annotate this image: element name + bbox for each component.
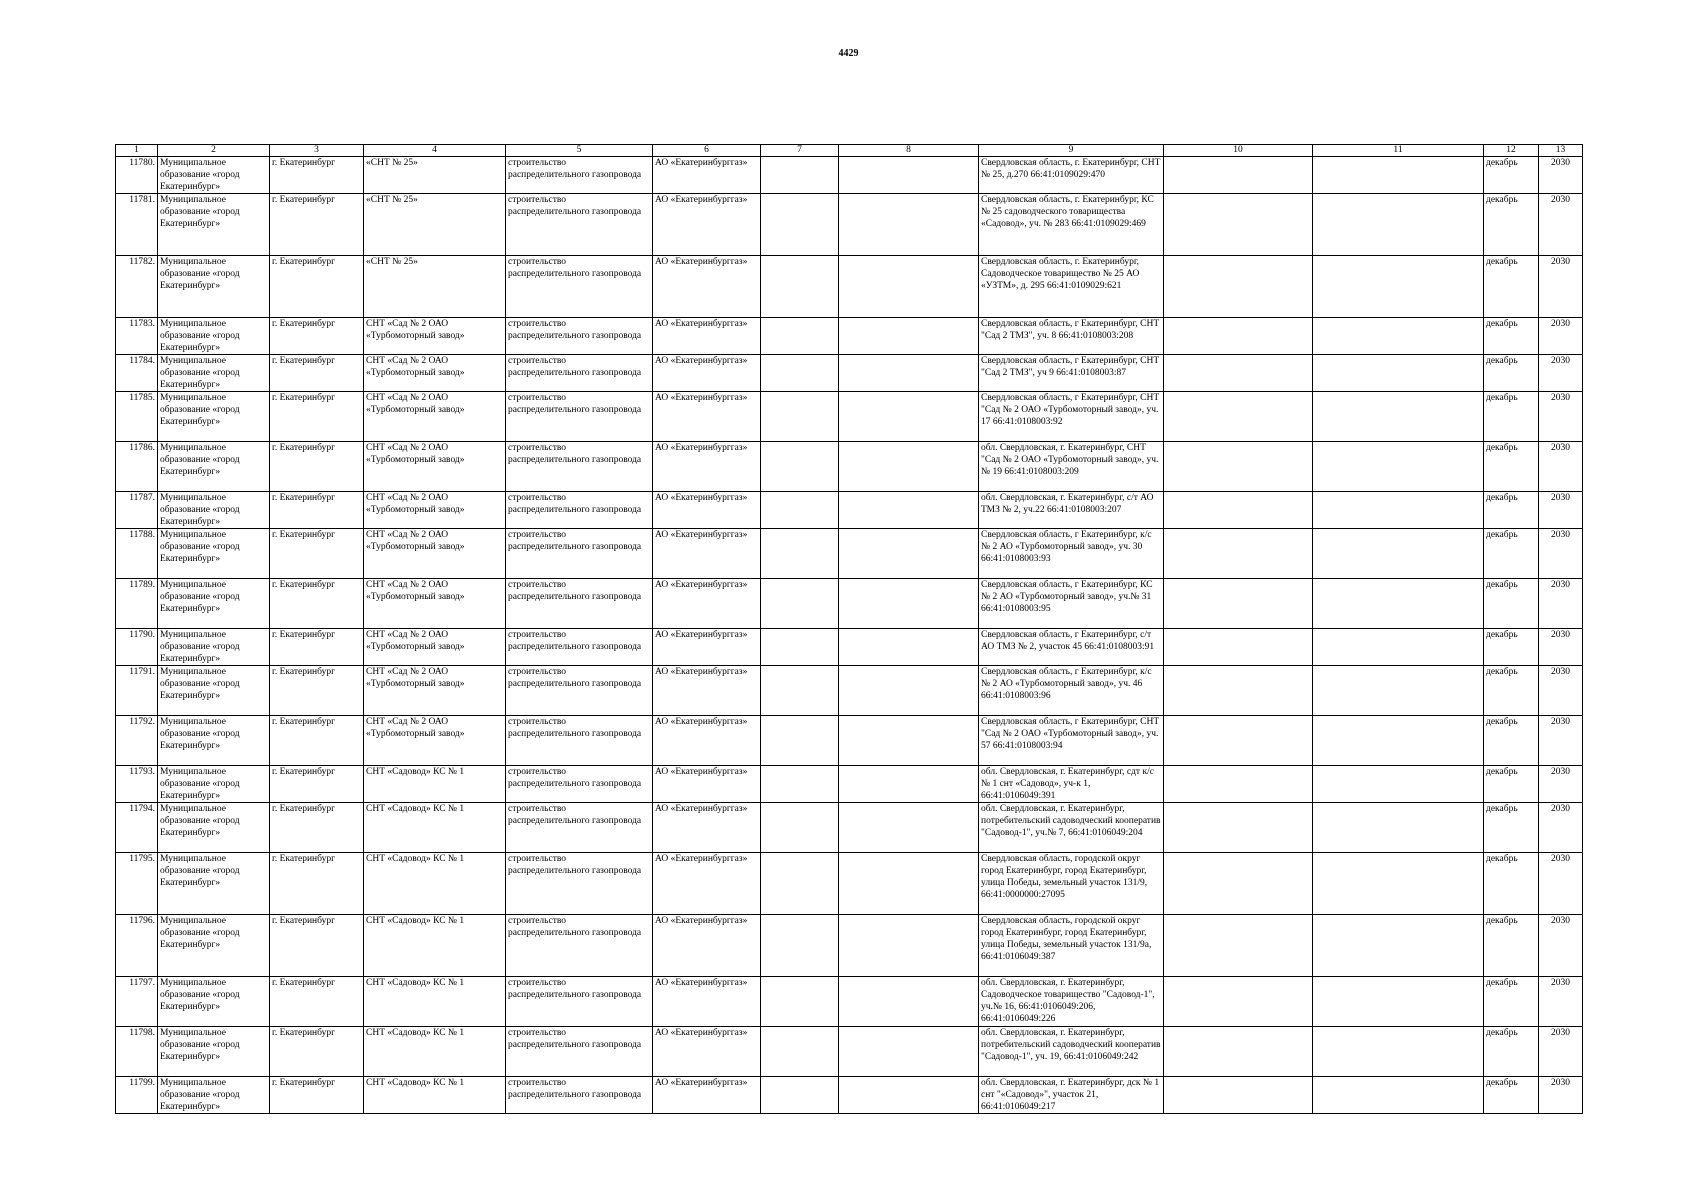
city-cell: г. Екатеринбург — [270, 318, 364, 355]
month-cell: декабрь — [1484, 355, 1539, 392]
column-7-cell — [761, 579, 839, 629]
object-name-cell: СНТ «Садовод» КС № 1 — [364, 1077, 506, 1114]
table-row — [116, 194, 1583, 256]
municipality-cell: Муниципальное образование «город Екатеринбург» — [158, 1027, 270, 1077]
object-name-cell: СНТ «Сад № 2 ОАО «Турбомоторный завод» — [364, 442, 506, 492]
column-8-cell — [839, 716, 979, 766]
row-number-cell: 11796. — [116, 915, 158, 977]
month-cell: декабрь — [1484, 977, 1539, 1027]
municipality-cell: Муниципальное образование «город Екатеринбург» — [158, 392, 270, 442]
year-cell: 2030 — [1539, 629, 1583, 666]
address-cell: Свердловская область, г. Екатеринбург, КС № 25 садоводческого товарищества «Садовод», уч. № 283 66:41:0109029:469 — [979, 194, 1164, 256]
address-cell: Свердловская область, городской округ город Екатеринбург, город Екатеринбург, улица Победы, земельный участок 131/9, 66:41:0000000:27095 — [979, 853, 1164, 915]
column-header: 3 — [270, 145, 364, 157]
object-name-cell: СНТ «Сад № 2 ОАО «Турбомоторный завод» — [364, 716, 506, 766]
table-row — [116, 392, 1583, 442]
organization-cell: АО «Екатеринбурггаз» — [653, 716, 761, 766]
row-number-cell: 11792. — [116, 716, 158, 766]
column-11-cell — [1313, 1077, 1484, 1114]
purpose-cell: строительство распределительного газопровода — [506, 1027, 653, 1077]
address-cell: обл. Свердловская, г. Екатеринбург, Садоводческое товарищество "Садовод-1", уч.№ 16, 66:41:0106049:206, 66:41:0106049:226 — [979, 977, 1164, 1027]
column-7-cell — [761, 256, 839, 318]
object-name-cell: СНТ «Сад № 2 ОАО «Турбомоторный завод» — [364, 355, 506, 392]
object-name-cell: СНТ «Сад № 2 ОАО «Турбомоторный завод» — [364, 492, 506, 529]
column-7-cell — [761, 442, 839, 492]
address-cell: Свердловская область, городской округ город Екатеринбург, город Екатеринбург, улица Победы, земельный участок 131/9а, 66:41:0106049:387 — [979, 915, 1164, 977]
year-cell: 2030 — [1539, 442, 1583, 492]
column-11-cell — [1313, 442, 1484, 492]
month-cell: декабрь — [1484, 157, 1539, 194]
column-11-cell — [1313, 1027, 1484, 1077]
row-number-cell: 11784. — [116, 355, 158, 392]
organization-cell: АО «Екатеринбурггаз» — [653, 157, 761, 194]
month-cell: декабрь — [1484, 629, 1539, 666]
column-11-cell — [1313, 803, 1484, 853]
column-10-cell — [1164, 1027, 1313, 1077]
year-cell: 2030 — [1539, 256, 1583, 318]
table-row — [116, 915, 1583, 977]
column-8-cell — [839, 355, 979, 392]
organization-cell: АО «Екатеринбурггаз» — [653, 442, 761, 492]
month-cell: декабрь — [1484, 1077, 1539, 1114]
municipality-cell: Муниципальное образование «город Екатеринбург» — [158, 629, 270, 666]
municipality-cell: Муниципальное образование «город Екатеринбург» — [158, 853, 270, 915]
month-cell: декабрь — [1484, 579, 1539, 629]
table-row — [116, 529, 1583, 579]
column-11-cell — [1313, 318, 1484, 355]
organization-cell: АО «Екатеринбурггаз» — [653, 492, 761, 529]
column-10-cell — [1164, 492, 1313, 529]
municipality-cell: Муниципальное образование «город Екатеринбург» — [158, 666, 270, 716]
organization-cell: АО «Екатеринбурггаз» — [653, 194, 761, 256]
column-8-cell — [839, 256, 979, 318]
table-row — [116, 853, 1583, 915]
column-8-cell — [839, 529, 979, 579]
year-cell: 2030 — [1539, 1027, 1583, 1077]
municipality-cell: Муниципальное образование «город Екатеринбург» — [158, 355, 270, 392]
column-11-cell — [1313, 492, 1484, 529]
row-number-cell: 11789. — [116, 579, 158, 629]
column-11-cell — [1313, 256, 1484, 318]
column-7-cell — [761, 355, 839, 392]
column-11-cell — [1313, 157, 1484, 194]
column-11-cell — [1313, 766, 1484, 803]
column-header: 6 — [653, 145, 761, 157]
object-name-cell: СНТ «Сад № 2 ОАО «Турбомоторный завод» — [364, 579, 506, 629]
column-11-cell — [1313, 915, 1484, 977]
purpose-cell: строительство распределительного газопровода — [506, 716, 653, 766]
column-10-cell — [1164, 318, 1313, 355]
city-cell: г. Екатеринбург — [270, 716, 364, 766]
table-row — [116, 355, 1583, 392]
column-11-cell — [1313, 629, 1484, 666]
address-cell: Свердловская область, г Екатеринбург, СНТ "Сад № 2 ОАО «Турбомоторный завод», уч. 17 66:41:0108003:92 — [979, 392, 1164, 442]
month-cell: декабрь — [1484, 915, 1539, 977]
column-8-cell — [839, 977, 979, 1027]
month-cell: декабрь — [1484, 666, 1539, 716]
column-header: 5 — [506, 145, 653, 157]
organization-cell: АО «Екатеринбурггаз» — [653, 1027, 761, 1077]
municipality-cell: Муниципальное образование «город Екатеринбург» — [158, 579, 270, 629]
organization-cell: АО «Екатеринбурггаз» — [653, 766, 761, 803]
column-10-cell — [1164, 157, 1313, 194]
column-8-cell — [839, 803, 979, 853]
column-8-cell — [839, 492, 979, 529]
row-number-cell: 11781. — [116, 194, 158, 256]
column-11-cell — [1313, 666, 1484, 716]
city-cell: г. Екатеринбург — [270, 629, 364, 666]
purpose-cell: строительство распределительного газопровода — [506, 492, 653, 529]
municipality-cell: Муниципальное образование «город Екатеринбург» — [158, 915, 270, 977]
organization-cell: АО «Екатеринбурггаз» — [653, 629, 761, 666]
city-cell: г. Екатеринбург — [270, 442, 364, 492]
object-name-cell: СНТ «Сад № 2 ОАО «Турбомоторный завод» — [364, 529, 506, 579]
purpose-cell: строительство распределительного газопровода — [506, 256, 653, 318]
address-cell: Свердловская область, г Екатеринбург, КС № 2 АО «Турбомоторный завод», уч.№ 31 66:41:0108003:95 — [979, 579, 1164, 629]
organization-cell: АО «Екатеринбурггаз» — [653, 529, 761, 579]
purpose-cell: строительство распределительного газопровода — [506, 318, 653, 355]
row-number-cell: 11787. — [116, 492, 158, 529]
organization-cell: АО «Екатеринбурггаз» — [653, 1077, 761, 1114]
row-number-cell: 11793. — [116, 766, 158, 803]
object-name-cell: СНТ «Садовод» КС № 1 — [364, 803, 506, 853]
purpose-cell: строительство распределительного газопровода — [506, 803, 653, 853]
purpose-cell: строительство распределительного газопровода — [506, 766, 653, 803]
purpose-cell: строительство распределительного газопровода — [506, 915, 653, 977]
column-7-cell — [761, 1027, 839, 1077]
purpose-cell: строительство распределительного газопровода — [506, 355, 653, 392]
month-cell: декабрь — [1484, 853, 1539, 915]
column-8-cell — [839, 157, 979, 194]
column-8-cell — [839, 1027, 979, 1077]
column-header: 8 — [839, 145, 979, 157]
address-cell: обл. Свердловская, г. Екатеринбург, потребительский садоводческий кооператив "Садовод-1", уч. 19, 66:41:0106049:242 — [979, 1027, 1164, 1077]
address-cell: обл. Свердловская, г. Екатеринбург, дск № 1 снт "«Садовод»", участок 21, 66:41:0106049:217 — [979, 1077, 1164, 1114]
column-10-cell — [1164, 355, 1313, 392]
object-name-cell: СНТ «Садовод» КС № 1 — [364, 766, 506, 803]
column-10-cell — [1164, 853, 1313, 915]
column-8-cell — [839, 915, 979, 977]
municipality-cell: Муниципальное образование «город Екатеринбург» — [158, 529, 270, 579]
municipality-cell: Муниципальное образование «город Екатеринбург» — [158, 766, 270, 803]
organization-cell: АО «Екатеринбурггаз» — [653, 579, 761, 629]
column-7-cell — [761, 392, 839, 442]
object-name-cell: «СНТ № 25» — [364, 157, 506, 194]
city-cell: г. Екатеринбург — [270, 977, 364, 1027]
column-7-cell — [761, 803, 839, 853]
municipality-cell: Муниципальное образование «город Екатеринбург» — [158, 442, 270, 492]
month-cell: декабрь — [1484, 492, 1539, 529]
column-7-cell — [761, 492, 839, 529]
row-number-cell: 11797. — [116, 977, 158, 1027]
table-row — [116, 579, 1583, 629]
year-cell: 2030 — [1539, 977, 1583, 1027]
column-7-cell — [761, 716, 839, 766]
city-cell: г. Екатеринбург — [270, 915, 364, 977]
column-11-cell — [1313, 853, 1484, 915]
city-cell: г. Екатеринбург — [270, 355, 364, 392]
table-row — [116, 803, 1583, 853]
column-11-cell — [1313, 529, 1484, 579]
row-number-cell: 11783. — [116, 318, 158, 355]
city-cell: г. Екатеринбург — [270, 492, 364, 529]
month-cell: декабрь — [1484, 803, 1539, 853]
object-name-cell: СНТ «Садовод» КС № 1 — [364, 915, 506, 977]
city-cell: г. Екатеринбург — [270, 1027, 364, 1077]
year-cell: 2030 — [1539, 392, 1583, 442]
column-header: 1 — [116, 145, 158, 157]
address-cell: Свердловская область, г Екатеринбург, СНТ "Сад № 2 ОАО «Турбомоторный завод», уч. 57 66:41:0108003:94 — [979, 716, 1164, 766]
purpose-cell: строительство распределительного газопровода — [506, 157, 653, 194]
column-header: 9 — [979, 145, 1164, 157]
column-10-cell — [1164, 716, 1313, 766]
purpose-cell: строительство распределительного газопровода — [506, 579, 653, 629]
year-cell: 2030 — [1539, 803, 1583, 853]
table-row — [116, 716, 1583, 766]
year-cell: 2030 — [1539, 492, 1583, 529]
row-number-cell: 11795. — [116, 853, 158, 915]
year-cell: 2030 — [1539, 355, 1583, 392]
address-cell: Свердловская область, г Екатеринбург, к/с № 2 АО «Турбомоторный завод», уч. 30 66:41:0108003:93 — [979, 529, 1164, 579]
object-name-cell: СНТ «Садовод» КС № 1 — [364, 1027, 506, 1077]
registry-table — [115, 144, 1583, 1114]
column-8-cell — [839, 629, 979, 666]
organization-cell: АО «Екатеринбурггаз» — [653, 666, 761, 716]
month-cell: декабрь — [1484, 1027, 1539, 1077]
object-name-cell: СНТ «Сад № 2 ОАО «Турбомоторный завод» — [364, 629, 506, 666]
municipality-cell: Муниципальное образование «город Екатеринбург» — [158, 803, 270, 853]
year-cell: 2030 — [1539, 194, 1583, 256]
table-row — [116, 256, 1583, 318]
month-cell: декабрь — [1484, 392, 1539, 442]
purpose-cell: строительство распределительного газопровода — [506, 392, 653, 442]
column-10-cell — [1164, 529, 1313, 579]
table-row — [116, 442, 1583, 492]
organization-cell: АО «Екатеринбурггаз» — [653, 915, 761, 977]
column-8-cell — [839, 442, 979, 492]
month-cell: декабрь — [1484, 442, 1539, 492]
municipality-cell: Муниципальное образование «город Екатеринбург» — [158, 256, 270, 318]
row-number-cell: 11798. — [116, 1027, 158, 1077]
city-cell: г. Екатеринбург — [270, 194, 364, 256]
municipality-cell: Муниципальное образование «город Екатеринбург» — [158, 492, 270, 529]
purpose-cell: строительство распределительного газопровода — [506, 529, 653, 579]
month-cell: декабрь — [1484, 194, 1539, 256]
column-8-cell — [839, 392, 979, 442]
column-7-cell — [761, 766, 839, 803]
object-name-cell: СНТ «Садовод» КС № 1 — [364, 853, 506, 915]
column-11-cell — [1313, 716, 1484, 766]
city-cell: г. Екатеринбург — [270, 1077, 364, 1114]
column-8-cell — [839, 1077, 979, 1114]
object-name-cell: СНТ «Сад № 2 ОАО «Турбомоторный завод» — [364, 392, 506, 442]
city-cell: г. Екатеринбург — [270, 256, 364, 318]
object-name-cell: СНТ «Сад № 2 ОАО «Турбомоторный завод» — [364, 666, 506, 716]
year-cell: 2030 — [1539, 318, 1583, 355]
city-cell: г. Екатеринбург — [270, 853, 364, 915]
year-cell: 2030 — [1539, 529, 1583, 579]
column-7-cell — [761, 629, 839, 666]
address-cell: Свердловская область, г Екатеринбург, СНТ "Сад 2 ТМЗ", уч. 8 66:41:0108003:208 — [979, 318, 1164, 355]
column-header: 13 — [1539, 145, 1583, 157]
row-number-cell: 11794. — [116, 803, 158, 853]
city-cell: г. Екатеринбург — [270, 392, 364, 442]
column-7-cell — [761, 157, 839, 194]
column-7-cell — [761, 915, 839, 977]
object-name-cell: «СНТ № 25» — [364, 194, 506, 256]
row-number-cell: 11785. — [116, 392, 158, 442]
object-name-cell: СНТ «Садовод» КС № 1 — [364, 977, 506, 1027]
column-7-cell — [761, 194, 839, 256]
object-name-cell: «СНТ № 25» — [364, 256, 506, 318]
address-cell: обл. Свердловская, г. Екатеринбург, СНТ "Сад № 2 ОАО «Турбомоторный завод», уч. № 19 66:41:0108003:209 — [979, 442, 1164, 492]
purpose-cell: строительство распределительного газопровода — [506, 629, 653, 666]
year-cell: 2030 — [1539, 157, 1583, 194]
column-7-cell — [761, 1077, 839, 1114]
table-row — [116, 629, 1583, 666]
column-10-cell — [1164, 256, 1313, 318]
column-7-cell — [761, 318, 839, 355]
column-8-cell — [839, 766, 979, 803]
row-number-cell: 11786. — [116, 442, 158, 492]
column-8-cell — [839, 194, 979, 256]
column-8-cell — [839, 579, 979, 629]
organization-cell: АО «Екатеринбурггаз» — [653, 392, 761, 442]
city-cell: г. Екатеринбург — [270, 803, 364, 853]
column-8-cell — [839, 666, 979, 716]
column-10-cell — [1164, 392, 1313, 442]
column-7-cell — [761, 529, 839, 579]
purpose-cell: строительство распределительного газопровода — [506, 977, 653, 1027]
column-7-cell — [761, 977, 839, 1027]
row-number-cell: 11780. — [116, 157, 158, 194]
table-row — [116, 1027, 1583, 1077]
table-row — [116, 1077, 1583, 1114]
table-row — [116, 766, 1583, 803]
column-7-cell — [761, 666, 839, 716]
city-cell: г. Екатеринбург — [270, 157, 364, 194]
address-cell: Свердловская область, г. Екатеринбург, Садоводческое товарищество № 25 АО «УЗТМ», д. 295 66:41:0109029:621 — [979, 256, 1164, 318]
municipality-cell: Муниципальное образование «город Екатеринбург» — [158, 157, 270, 194]
column-10-cell — [1164, 977, 1313, 1027]
column-8-cell — [839, 318, 979, 355]
row-number-cell: 11799. — [116, 1077, 158, 1114]
city-cell: г. Екатеринбург — [270, 666, 364, 716]
month-cell: декабрь — [1484, 766, 1539, 803]
municipality-cell: Муниципальное образование «город Екатеринбург» — [158, 194, 270, 256]
column-11-cell — [1313, 392, 1484, 442]
row-number-cell: 11782. — [116, 256, 158, 318]
year-cell: 2030 — [1539, 766, 1583, 803]
column-10-cell — [1164, 579, 1313, 629]
purpose-cell: строительство распределительного газопровода — [506, 666, 653, 716]
month-cell: декабрь — [1484, 716, 1539, 766]
table-row — [116, 492, 1583, 529]
city-cell: г. Екатеринбург — [270, 579, 364, 629]
address-cell: Свердловская область, г Екатеринбург, к/с № 2 АО «Турбомоторный завод», уч. 46 66:41:0108003:96 — [979, 666, 1164, 716]
municipality-cell: Муниципальное образование «город Екатеринбург» — [158, 318, 270, 355]
year-cell: 2030 — [1539, 716, 1583, 766]
year-cell: 2030 — [1539, 1077, 1583, 1114]
city-cell: г. Екатеринбург — [270, 529, 364, 579]
address-cell: обл. Свердловская, г. Екатеринбург, потребительский садоводческий кооператив "Садовод-1", уч.№ 7, 66:41:0106049:204 — [979, 803, 1164, 853]
address-cell: Свердловская область, г. Екатеринбург, СНТ № 25, д.270 66:41:0109029:470 — [979, 157, 1164, 194]
purpose-cell: строительство распределительного газопровода — [506, 194, 653, 256]
row-number-cell: 11791. — [116, 666, 158, 716]
table-row — [116, 318, 1583, 355]
year-cell: 2030 — [1539, 579, 1583, 629]
header-row — [116, 145, 1583, 157]
year-cell: 2030 — [1539, 915, 1583, 977]
column-header: 2 — [158, 145, 270, 157]
column-10-cell — [1164, 915, 1313, 977]
organization-cell: АО «Екатеринбурггаз» — [653, 256, 761, 318]
month-cell: декабрь — [1484, 529, 1539, 579]
column-10-cell — [1164, 803, 1313, 853]
organization-cell: АО «Екатеринбурггаз» — [653, 853, 761, 915]
row-number-cell: 11788. — [116, 529, 158, 579]
column-11-cell — [1313, 194, 1484, 256]
column-header: 11 — [1313, 145, 1484, 157]
organization-cell: АО «Екатеринбурггаз» — [653, 355, 761, 392]
municipality-cell: Муниципальное образование «город Екатеринбург» — [158, 1077, 270, 1114]
column-10-cell — [1164, 666, 1313, 716]
page-number: 4429 — [838, 48, 859, 59]
table-row — [116, 157, 1583, 194]
column-8-cell — [839, 853, 979, 915]
address-cell: обл. Свердловская, г. Екатеринбург, с/т АО ТМЗ № 2, уч.22 66:41:0108003:207 — [979, 492, 1164, 529]
column-11-cell — [1313, 355, 1484, 392]
column-10-cell — [1164, 194, 1313, 256]
row-number-cell: 11790. — [116, 629, 158, 666]
organization-cell: АО «Екатеринбурггаз» — [653, 318, 761, 355]
column-header: 7 — [761, 145, 839, 157]
month-cell: декабрь — [1484, 256, 1539, 318]
purpose-cell: строительство распределительного газопровода — [506, 442, 653, 492]
column-header: 10 — [1164, 145, 1313, 157]
object-name-cell: СНТ «Сад № 2 ОАО «Турбомоторный завод» — [364, 318, 506, 355]
column-10-cell — [1164, 442, 1313, 492]
purpose-cell: строительство распределительного газопровода — [506, 853, 653, 915]
year-cell: 2030 — [1539, 853, 1583, 915]
municipality-cell: Муниципальное образование «город Екатеринбург» — [158, 977, 270, 1027]
month-cell: декабрь — [1484, 318, 1539, 355]
address-cell: Свердловская область, г Екатеринбург, СНТ "Сад 2 ТМЗ", уч 9 66:41:0108003:87 — [979, 355, 1164, 392]
address-cell: обл. Свердловская, г. Екатеринбург, сдт к/с № 1 снт «Садовод», уч-к 1, 66:41:0106049:391 — [979, 766, 1164, 803]
column-7-cell — [761, 853, 839, 915]
organization-cell: АО «Екатеринбурггаз» — [653, 977, 761, 1027]
city-cell: г. Екатеринбург — [270, 766, 364, 803]
purpose-cell: строительство распределительного газопровода — [506, 1077, 653, 1114]
organization-cell: АО «Екатеринбурггаз» — [653, 803, 761, 853]
table-row — [116, 666, 1583, 716]
year-cell: 2030 — [1539, 666, 1583, 716]
address-cell: Свердловская область, г Екатеринбург, с/т АО ТМЗ № 2, участок 45 66:41:0108003:91 — [979, 629, 1164, 666]
column-header: 4 — [364, 145, 506, 157]
column-10-cell — [1164, 629, 1313, 666]
column-header: 12 — [1484, 145, 1539, 157]
table-row — [116, 977, 1583, 1027]
column-11-cell — [1313, 579, 1484, 629]
column-10-cell — [1164, 1077, 1313, 1114]
column-10-cell — [1164, 766, 1313, 803]
municipality-cell: Муниципальное образование «город Екатеринбург» — [158, 716, 270, 766]
column-11-cell — [1313, 977, 1484, 1027]
